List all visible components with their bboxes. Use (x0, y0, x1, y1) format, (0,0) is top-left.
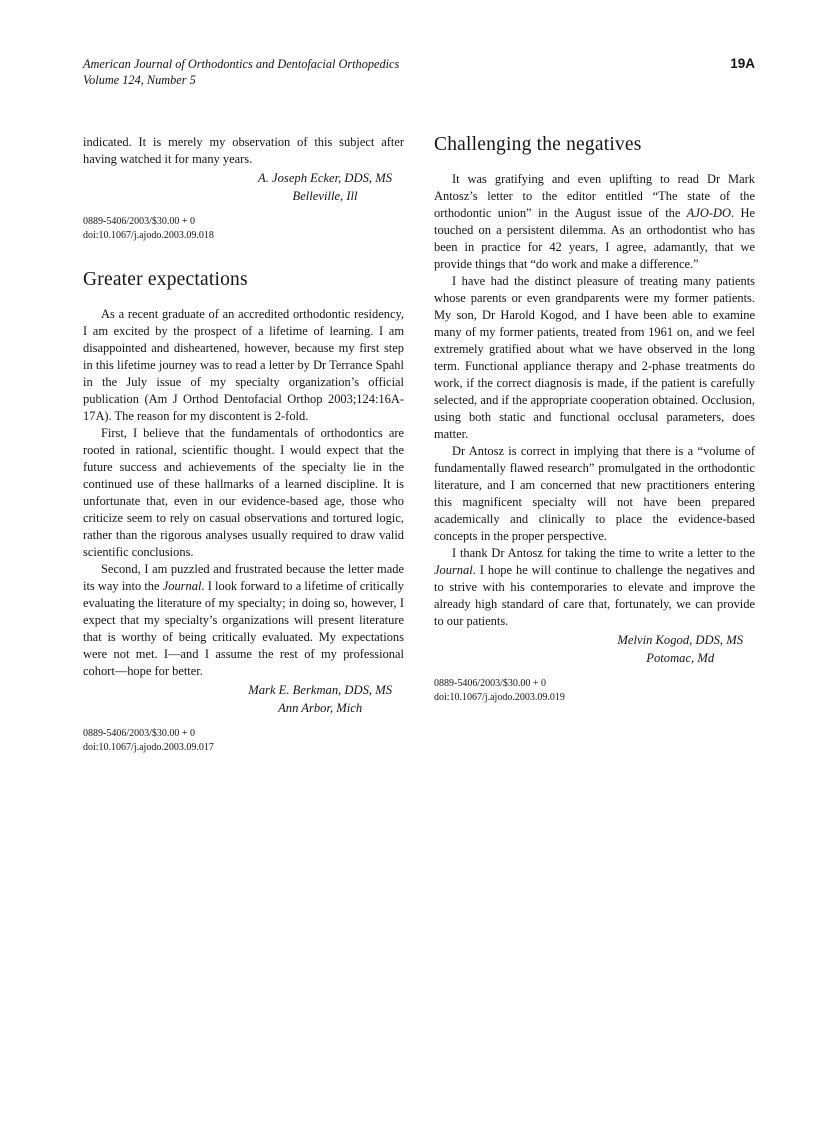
letter-kogod (434, 134, 755, 704)
signature-name: Mark E. Berkman, DDS, MS (248, 683, 392, 697)
journal-issue: Volume 124, Number 5 (83, 73, 196, 87)
doi-line: doi:10.1067/j.ajodo.2003.09.017 (83, 741, 214, 753)
signature-place: Potomac, Md (646, 650, 715, 665)
copyright-line: 0889-5406/2003/$30.00 + 0 (83, 728, 196, 739)
doi-line: doi:10.1067/j.ajodo.2003.09.018 (83, 229, 214, 241)
letter-paragraph: Second, I am puzzled and frustrated because the letter made its way into the Journal. I look forward to a lifetime of critically evaluating the literature of my specialty; in doing so, however, I expect that my specialty’s organizations will present literature that is worthy of being critically evaluated. My expectations were not met. I—and I assume the rest of my professional cohort—hope for better. (83, 562, 404, 678)
page-header (83, 56, 755, 88)
letter-berkman (83, 269, 404, 754)
article-meta (83, 215, 404, 242)
doi-line: doi:10.1067/j.ajodo.2003.09.019 (434, 691, 565, 703)
letter-paragraph: I have had the distinct pleasure of treating many patients whose parents or even grandparents were my former patients. My son, Dr Harold Kogod, and I have been able to examine many of my former patients, treated from 1961 on, and we feel extremely gratified about what we have observed in the long term. Functional appliance therapy and 2-phase treatments do work, if the correct diagnosis is made, if the patient is carefully selected, and if the appropriate cooperation obtained. Occlusion, using both static and functional occlusal parameters, does matter. (434, 274, 755, 441)
letter-paragraph: I thank Dr Antosz for taking the time to write a letter to the Journal. I hope he will continue to challenge the negatives and to strive with his contemporaries to elevate and improve the already high standard of care that, fortunately, we can provide to our patients. (434, 546, 755, 628)
copyright-line: 0889-5406/2003/$30.00 + 0 (83, 216, 196, 227)
letter-ecker-continuation (83, 134, 404, 242)
signature-place: Belleville, Ill (292, 188, 358, 203)
signature-block (248, 682, 392, 717)
journal-title: American Journal of Orthodontics and Dentofacial Orthopedics (83, 57, 400, 71)
article-meta (83, 727, 404, 754)
signature-place: Ann Arbor, Mich (278, 700, 363, 715)
letter-paragraph: First, I believe that the fundamentals of orthodontics are rooted in rational, scientific thought. I would expect that the future success and achievements of the specialty lie in the continued use of these hallmarks of a learned discipline. It is unfortunate that, even in our evidence-based age, those who criticize seem to rely on casual observations and tortured logic, rather than the rigorous analyses usually required to draw valid scientific conclusions. (83, 426, 404, 559)
article-meta (434, 677, 755, 704)
letter-paragraph: As a recent graduate of an accredited orthodontic residency, I am excited by the prospect of a lifetime of learning. I am disappointed and disheartened, however, because my first step in this lifetime journey was to read a letter by Dr Terrance Spahl in the July issue of my specialty organization’s official publication (Am J Orthod Dentofacial Orthop 2003;124:16A-17A). The reason for my discontent is 2-fold. (83, 307, 404, 423)
left-column (83, 134, 404, 754)
letter-paragraph: It was gratifying and even uplifting to read Dr Mark Antosz’s letter to the editor entitled “The state of the orthodontic union” in the August issue of the AJO-DO. He touched on a persistent dilemma. As an orthodontist who has been in practice for 42 years, I agree, adamantly, that we provide things that “do work and make a difference.” (434, 172, 755, 271)
journal-identification (83, 56, 399, 88)
signature-block (258, 170, 392, 205)
copyright-line: 0889-5406/2003/$30.00 + 0 (434, 678, 547, 689)
letter-title: Greater expectations (83, 269, 248, 290)
two-column-body (83, 134, 755, 754)
right-column (434, 134, 755, 754)
letter-paragraph: Dr Antosz is correct in implying that there is a “volume of fundamentally flawed research” promulgated in the orthodontic literature, and I am concerned that new practitioners entering this magnificent specialty will not have been prepared academically and clinically to place the evidence-based concepts in the proper perspective. (434, 444, 755, 543)
signature-block (617, 632, 743, 667)
signature-name: A. Joseph Ecker, DDS, MS (258, 171, 392, 185)
page-number: 19A (730, 56, 755, 71)
letter-title: Challenging the negatives (434, 134, 642, 155)
signature-name: Melvin Kogod, DDS, MS (617, 633, 743, 647)
letter-paragraph: indicated. It is merely my observation of this subject after having watched it for many years. (83, 135, 404, 166)
